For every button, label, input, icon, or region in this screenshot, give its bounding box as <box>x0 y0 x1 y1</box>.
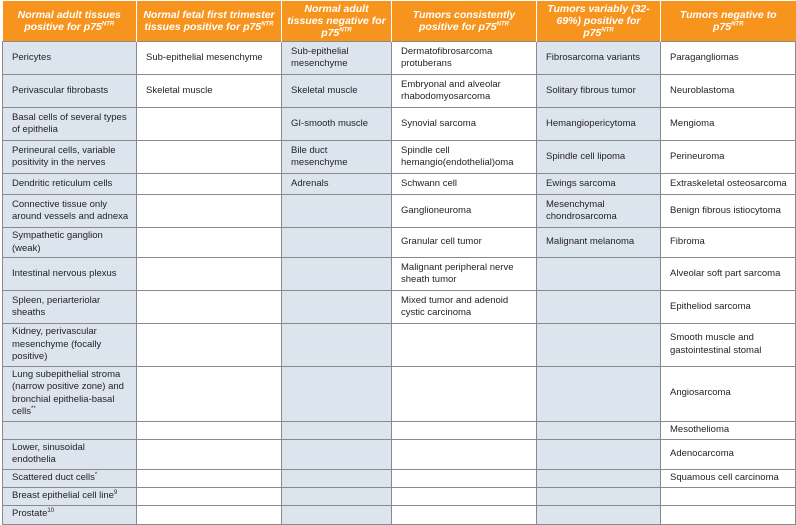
table-cell <box>392 75 537 108</box>
table-cell <box>3 228 137 258</box>
table-cell <box>537 258 661 291</box>
table-cell <box>3 469 137 487</box>
table-cell <box>282 421 392 439</box>
cell-text: Lower, sinusoidal endothelia <box>12 441 85 465</box>
table-cell <box>3 291 137 324</box>
table-cell <box>661 174 796 195</box>
header-text: Tumors negative to p75 <box>679 9 777 33</box>
table-cell <box>282 324 392 367</box>
table-cell <box>282 42 392 75</box>
table-cell <box>282 505 392 524</box>
table-cell <box>537 291 661 324</box>
cell-text: Spindle cell hemangio(endothelial)oma <box>401 144 514 168</box>
cell-text: Malignant melanoma <box>546 236 635 248</box>
header-text: Normal fetal first trimester tissues positive for p75 <box>143 9 275 33</box>
table-cell <box>537 141 661 174</box>
table-cell <box>392 469 537 487</box>
header-text: Normal adult tissues positive for p75 <box>17 9 121 33</box>
table-row <box>3 75 796 108</box>
table-cell <box>392 258 537 291</box>
table-cell <box>282 439 392 469</box>
table-row <box>3 141 796 174</box>
cell-footnote-marker: * <box>94 471 98 478</box>
table-cell <box>282 291 392 324</box>
cell-text: Alveolar soft part sarcoma <box>670 267 781 279</box>
cell-text: Fibrosarcoma variants <box>546 51 640 63</box>
table-cell <box>3 324 137 367</box>
table-row <box>3 291 796 324</box>
table-cell <box>392 108 537 141</box>
table-cell <box>137 195 282 228</box>
table-row <box>3 174 796 195</box>
table-cell <box>137 291 282 324</box>
table-cell <box>661 487 796 505</box>
table-cell <box>661 75 796 108</box>
cell-text: Angiosarcoma <box>670 387 731 399</box>
table-cell <box>661 421 796 439</box>
cell-text: Skeletal muscle <box>146 84 213 96</box>
cell-text: Sub-epithelial mesenchyme <box>291 45 349 69</box>
table-cell <box>392 439 537 469</box>
table-cell <box>3 366 137 421</box>
cell-text: Sub-epithelial mesenchyme <box>146 51 263 63</box>
table-cell <box>3 141 137 174</box>
table-cell <box>537 469 661 487</box>
table-cell <box>537 366 661 421</box>
cell-text: Perivascular fibrobasts <box>12 84 109 96</box>
cell-text: Connective tissue only around vessels and adnexa <box>12 198 129 222</box>
table-cell <box>392 487 537 505</box>
header-sup: NTR <box>731 21 744 28</box>
header-sup: NTR <box>496 21 509 28</box>
table-cell <box>392 366 537 421</box>
table-cell <box>282 75 392 108</box>
cell-text: Dendritic reticulum cells <box>12 177 113 189</box>
col-header-normal-adult-negative <box>282 1 392 42</box>
table-cell <box>392 228 537 258</box>
table-row <box>3 439 796 469</box>
cell-text: Smooth muscle and gastointestinal stomal <box>670 332 762 356</box>
cell-text: Benign fibrous istiocytoma <box>670 204 781 216</box>
table-row <box>3 258 796 291</box>
table-cell <box>137 439 282 469</box>
table-cell <box>537 439 661 469</box>
table-cell <box>661 505 796 524</box>
cell-text: GI-smooth muscle <box>291 117 369 129</box>
header-sup: NTR <box>601 27 614 34</box>
table-cell <box>392 324 537 367</box>
table-cell <box>537 324 661 367</box>
table-cell <box>661 195 796 228</box>
table-cell <box>282 108 392 141</box>
table-cell <box>137 108 282 141</box>
table-cell <box>661 228 796 258</box>
table-cell <box>282 228 392 258</box>
header-text: Normal adult tissues negative for p75 <box>287 3 386 39</box>
table-row <box>3 469 796 487</box>
col-header-normal-fetal-positive <box>137 1 282 42</box>
table-cell <box>661 291 796 324</box>
cell-text: Fibroma <box>670 236 705 248</box>
cell-text: Mengioma <box>670 117 715 129</box>
cell-text: Perineural cells, variable positivity in the nerves <box>12 144 116 168</box>
col-header-tumors-variably-positive <box>537 1 661 42</box>
cell-text: Schwann cell <box>401 177 457 189</box>
table-row <box>3 324 796 367</box>
table-cell <box>3 42 137 75</box>
cell-text: Dermatofibrosarcoma protuberans <box>401 45 493 69</box>
table-cell <box>3 75 137 108</box>
cell-text: Prostate <box>12 508 48 520</box>
table-cell <box>282 195 392 228</box>
table-cell <box>537 228 661 258</box>
table-cell <box>3 487 137 505</box>
cell-text: Skeletal muscle <box>291 84 358 96</box>
table-cell <box>537 42 661 75</box>
table-cell <box>537 174 661 195</box>
cell-text: Malignant peripheral nerve sheath tumor <box>401 261 514 285</box>
cell-text: Lung subepithelial stroma (narrow positive zone) and bronchial epithelia-basal cells <box>12 368 124 417</box>
table-row <box>3 505 796 524</box>
cell-text: Perineuroma <box>670 150 725 162</box>
table-cell <box>3 439 137 469</box>
table-cell <box>282 141 392 174</box>
table-cell <box>537 421 661 439</box>
table-cell <box>392 505 537 524</box>
table-cell <box>137 141 282 174</box>
table-cell <box>3 108 137 141</box>
table-row <box>3 108 796 141</box>
table-row <box>3 42 796 75</box>
table-cell <box>3 258 137 291</box>
cell-text: Spleen, periarteriolar sheaths <box>12 294 101 318</box>
table-cell <box>137 421 282 439</box>
table-cell <box>661 366 796 421</box>
table-cell <box>137 228 282 258</box>
table-cell <box>137 366 282 421</box>
cell-text: Basal cells of several types of epithelia <box>12 111 127 135</box>
table-cell <box>392 195 537 228</box>
table-cell <box>661 469 796 487</box>
table-cell <box>3 421 137 439</box>
cell-footnote-marker: 10 <box>47 508 55 515</box>
cell-footnote-marker: 9 <box>113 489 118 496</box>
table-cell <box>137 505 282 524</box>
table-cell <box>282 487 392 505</box>
cell-text: Neuroblastoma <box>670 84 735 96</box>
cell-text: Epitheliod sarcoma <box>670 300 751 312</box>
header-sup: NTR <box>101 21 115 28</box>
col-header-normal-adult-positive <box>3 1 137 42</box>
cell-text: Ganglioneuroma <box>401 204 472 216</box>
cell-text: Synovial sarcoma <box>401 117 476 129</box>
table-row <box>3 228 796 258</box>
table-cell <box>392 141 537 174</box>
cell-text: Kidney, perivascular mesenchyme (focally positive) <box>12 326 102 362</box>
cell-text: Spindle cell lipoma <box>546 150 626 162</box>
cell-text: Mesothelioma <box>670 423 730 435</box>
header-row <box>3 1 796 42</box>
table-cell <box>282 174 392 195</box>
table-row <box>3 487 796 505</box>
cell-text: Intestinal nervous plexus <box>12 267 117 279</box>
cell-text: Solitary fibrous tumor <box>546 84 636 96</box>
cell-text: Pericytes <box>12 51 52 63</box>
col-header-tumors-consistently-positive <box>392 1 537 42</box>
cell-text: Granular cell tumor <box>401 236 482 248</box>
cell-text: Embryonal and alveolar rhabodomyosarcoma <box>401 78 501 102</box>
table-cell <box>392 291 537 324</box>
header-text: Tumors consistently positive for p75 <box>412 9 516 33</box>
table-cell <box>137 469 282 487</box>
table-cell <box>137 258 282 291</box>
table-cell <box>3 505 137 524</box>
cell-text: Ewings sarcoma <box>546 177 616 189</box>
cell-text: Sympathetic ganglion (weak) <box>12 230 103 254</box>
cell-text: Adrenals <box>291 177 329 189</box>
table-cell <box>282 469 392 487</box>
table-cell <box>3 174 137 195</box>
cell-text: Hemangiopericytoma <box>546 117 636 129</box>
table-cell <box>137 42 282 75</box>
header-sup: NTR <box>339 27 352 34</box>
table-cell <box>537 505 661 524</box>
cell-text: Bile duct mesenchyme <box>291 144 348 168</box>
table-row <box>3 195 796 228</box>
table-cell <box>537 75 661 108</box>
cell-footnote-marker: ** <box>31 405 36 412</box>
cell-text: Extraskeletal osteosarcoma <box>670 177 787 189</box>
table-cell <box>282 258 392 291</box>
table-cell <box>661 324 796 367</box>
table-row <box>3 366 796 421</box>
cell-text: Mixed tumor and adenoid cystic carcinoma <box>401 294 509 318</box>
table-cell <box>137 487 282 505</box>
table-cell <box>537 487 661 505</box>
table-cell <box>392 174 537 195</box>
table-cell <box>137 174 282 195</box>
table-cell <box>537 108 661 141</box>
table-cell <box>137 324 282 367</box>
table-cell <box>661 108 796 141</box>
col-header-tumors-negative <box>661 1 796 42</box>
table-cell <box>661 141 796 174</box>
table-cell <box>392 421 537 439</box>
table-cell <box>661 439 796 469</box>
p75-expression-table <box>2 1 796 525</box>
table-cell <box>661 42 796 75</box>
cell-text: Breast epithelial cell line <box>12 489 114 501</box>
table-cell <box>661 258 796 291</box>
header-sup: NTR <box>261 21 274 28</box>
cell-text: Squamous cell carcinoma <box>670 471 779 483</box>
table-cell <box>392 42 537 75</box>
cell-text: Adenocarcoma <box>670 447 734 459</box>
table-body <box>3 42 796 525</box>
table-cell <box>137 75 282 108</box>
header-text: Tumors variably (32-69%) positive for p75 <box>547 3 650 39</box>
table-cell <box>282 366 392 421</box>
cell-text: Mesenchymal chondrosarcoma <box>546 198 617 222</box>
cell-text: Paragangliomas <box>670 51 739 63</box>
table-cell <box>3 195 137 228</box>
table-cell <box>537 195 661 228</box>
table-row <box>3 421 796 439</box>
cell-text: Scattered duct cells <box>12 471 95 483</box>
